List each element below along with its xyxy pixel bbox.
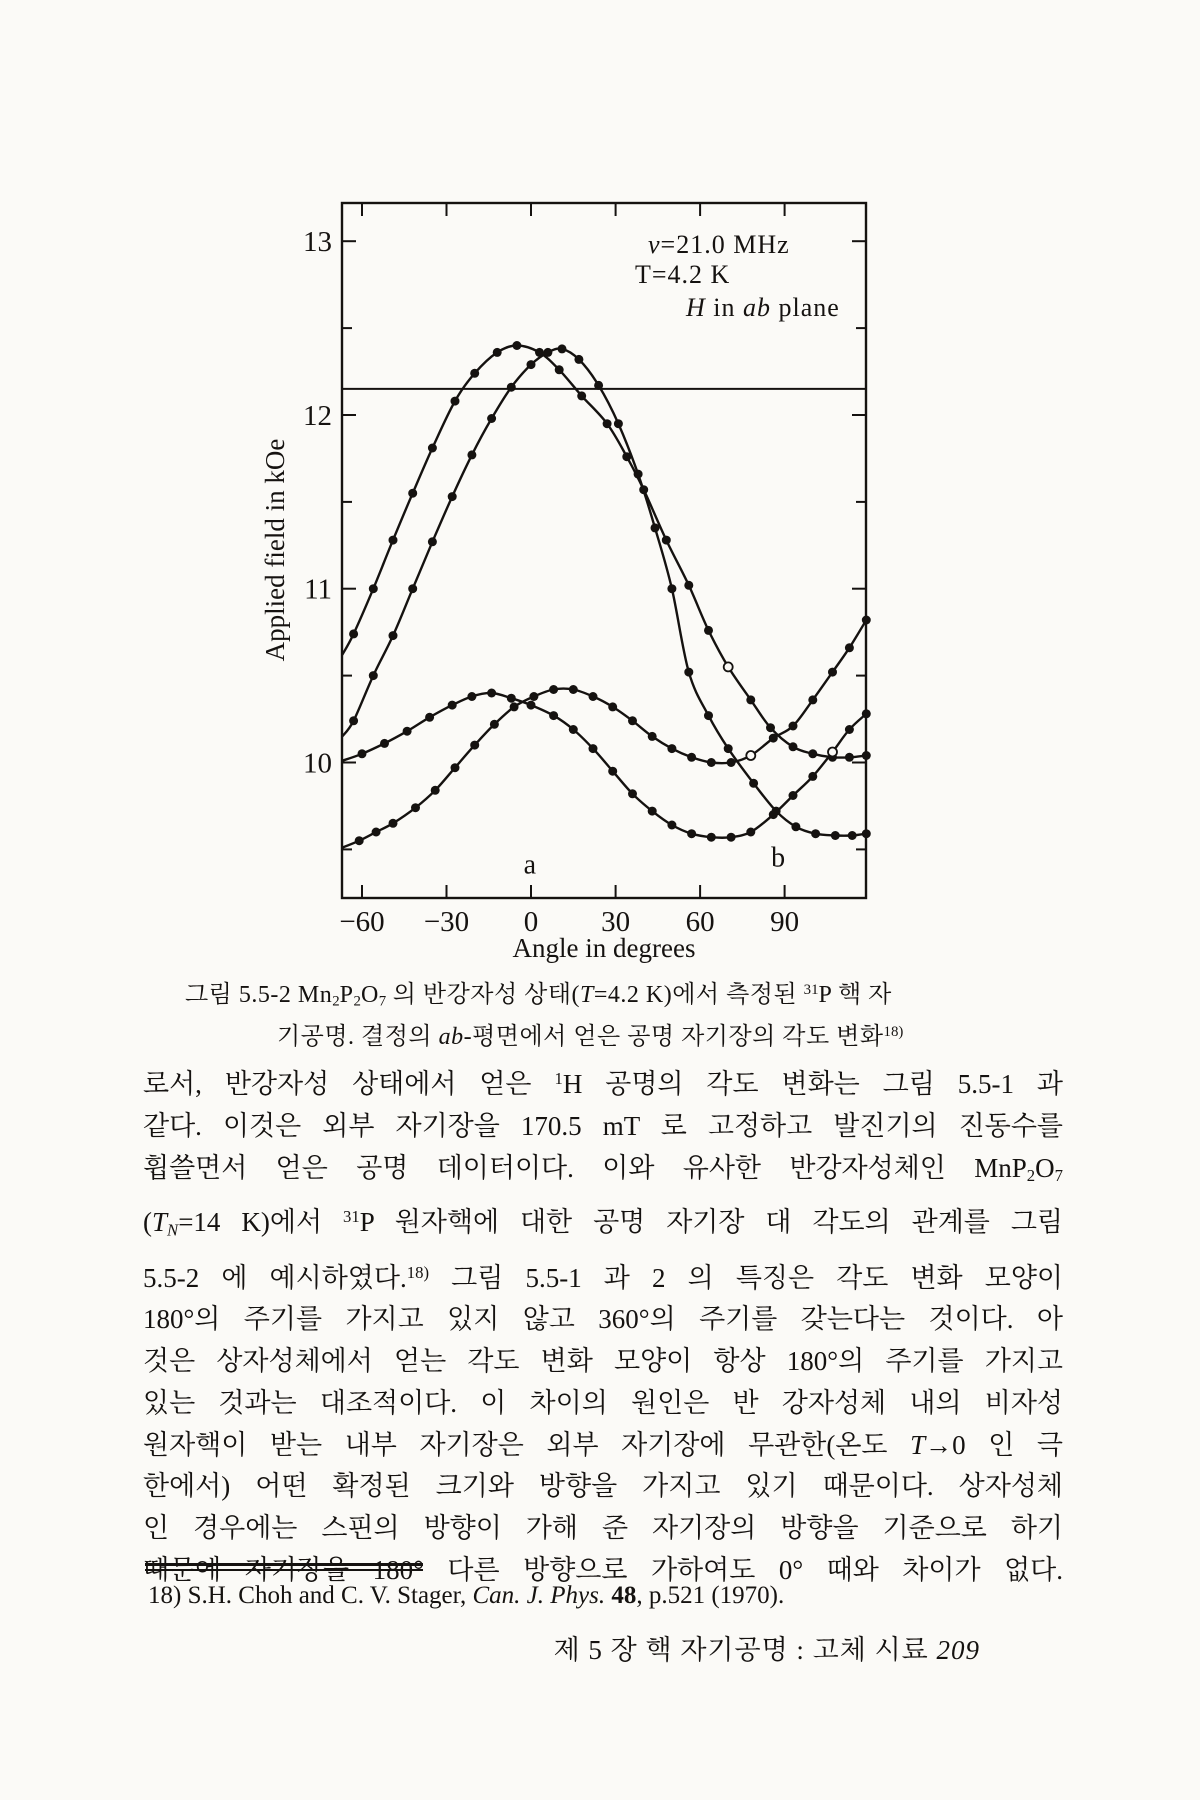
data-point bbox=[369, 671, 378, 680]
x-axis-title: Angle in degrees bbox=[512, 933, 696, 963]
body-line: 5.5-2 에 예시하였다.$^{18)}$ 그림 5.5-1 과 2 의 특징은 각도 변화 모양이 bbox=[143, 1262, 1064, 1293]
data-point bbox=[628, 716, 637, 725]
body-line: (TN=14 K)에서 $^{31}$P 원자핵에 대한 공명 자기장 대 각도의 관계를 그림 bbox=[143, 1207, 1064, 1240]
data-point bbox=[845, 753, 854, 762]
y-tick-label: 12 bbox=[303, 400, 332, 432]
data-point bbox=[451, 397, 460, 406]
data-point bbox=[651, 523, 660, 532]
x-tick-label: −60 bbox=[339, 906, 385, 938]
data-point bbox=[451, 763, 460, 772]
page-footer: 제 5 장 핵 자기공명 : 고체 시료 209 bbox=[553, 1635, 980, 1665]
data-point bbox=[811, 829, 820, 838]
data-point bbox=[707, 758, 716, 767]
data-point bbox=[389, 536, 398, 545]
curve-site-b-branch-2 bbox=[342, 620, 866, 848]
data-point bbox=[704, 711, 713, 720]
data-point bbox=[467, 692, 476, 701]
data-point bbox=[746, 828, 755, 837]
y-axis-title: Applied field in kOe bbox=[260, 438, 290, 662]
data-point bbox=[543, 348, 552, 357]
data-point bbox=[808, 695, 817, 704]
data-point bbox=[527, 701, 536, 710]
data-point bbox=[493, 348, 502, 357]
data-point bbox=[831, 831, 840, 840]
data-point bbox=[527, 360, 536, 369]
data-point bbox=[634, 470, 643, 479]
data-point bbox=[431, 786, 440, 795]
data-point bbox=[448, 701, 457, 710]
chart-annotation-frequency: ν=21.0 MHz bbox=[648, 230, 790, 259]
data-point bbox=[614, 419, 623, 428]
data-point bbox=[667, 821, 676, 830]
data-point bbox=[724, 662, 733, 671]
data-point bbox=[769, 810, 778, 819]
data-point bbox=[555, 365, 564, 374]
data-point bbox=[349, 716, 358, 725]
data-point bbox=[529, 692, 538, 701]
data-point bbox=[403, 727, 412, 736]
data-point bbox=[684, 668, 693, 677]
data-point bbox=[408, 584, 417, 593]
data-point bbox=[662, 536, 671, 545]
data-point bbox=[707, 833, 716, 842]
footnote-rule bbox=[145, 1563, 423, 1571]
data-point bbox=[603, 419, 612, 428]
data-point bbox=[574, 355, 583, 364]
body-line: 180°의 주기를 가지고 있지 않고 360°의 주기를 갖는다는 것이다. 아 bbox=[143, 1304, 1063, 1335]
data-point bbox=[684, 581, 693, 590]
data-point bbox=[845, 643, 854, 652]
data-point bbox=[687, 753, 696, 762]
body-text bbox=[143, 1058, 1063, 1591]
data-point bbox=[845, 725, 854, 734]
data-point bbox=[510, 702, 519, 711]
data-point bbox=[808, 772, 817, 781]
x-tick-label: 90 bbox=[770, 906, 800, 938]
footnote-citation: 18) S.H. Choh and C. V. Stager, Can. J. Phys. 48, p.521 (1970). bbox=[148, 1582, 785, 1609]
data-point bbox=[428, 537, 437, 546]
data-point bbox=[467, 450, 476, 459]
data-point bbox=[808, 749, 817, 758]
data-point bbox=[507, 383, 516, 392]
data-point bbox=[355, 836, 364, 845]
data-point bbox=[746, 751, 755, 760]
data-point bbox=[628, 789, 637, 798]
body-line: 한에서) 어떤 확정된 크기와 방향을 가지고 있기 때문이다. 상자성체 bbox=[143, 1471, 1063, 1502]
body-line: 인 경우에는 스핀의 방향이 가해 준 자기장의 방향을 기준으로 하기 bbox=[143, 1512, 1063, 1543]
data-point bbox=[687, 829, 696, 838]
data-point bbox=[549, 711, 558, 720]
data-point bbox=[608, 767, 617, 776]
data-point bbox=[358, 749, 367, 758]
data-point bbox=[789, 742, 798, 751]
data-point bbox=[589, 744, 598, 753]
data-point bbox=[512, 341, 521, 350]
data-point bbox=[589, 692, 598, 701]
chart-annotation-temperature: T=4.2 K bbox=[635, 260, 731, 289]
data-point bbox=[789, 791, 798, 800]
data-point bbox=[791, 822, 800, 831]
data-point bbox=[594, 381, 603, 390]
data-point bbox=[487, 689, 496, 698]
data-point bbox=[411, 803, 420, 812]
curve-site-b-branch-1 bbox=[342, 693, 866, 838]
data-point bbox=[428, 444, 437, 453]
site-label-b: b bbox=[771, 842, 786, 874]
x-tick-label: 30 bbox=[601, 906, 631, 938]
data-point bbox=[558, 344, 567, 353]
data-point bbox=[648, 732, 657, 741]
data-point bbox=[389, 631, 398, 640]
x-tick-label: −30 bbox=[423, 906, 470, 938]
data-point bbox=[608, 702, 617, 711]
data-point bbox=[769, 734, 778, 743]
data-point bbox=[369, 584, 378, 593]
data-point bbox=[490, 720, 499, 729]
data-point bbox=[380, 739, 389, 748]
data-point bbox=[389, 819, 398, 828]
body-line: 로서, 반강자성 상태에서 얻은 $^1$H 공명의 각도 변화는 그림 5.5-1 과 bbox=[143, 1069, 1063, 1100]
site-label-a: a bbox=[523, 849, 537, 881]
data-point bbox=[749, 779, 758, 788]
data-point bbox=[704, 626, 713, 635]
data-point bbox=[648, 807, 657, 816]
body-line: 있는 것과는 대조적이다. 이 차이의 원인은 반 강자성체 내의 비자성 bbox=[143, 1387, 1063, 1418]
body-line: 때문에 자기장을 180° 다른 방향으로 가하여도 0° 때와 차이가 없다. bbox=[143, 1554, 1063, 1585]
data-point bbox=[549, 685, 558, 694]
y-tick-label: 10 bbox=[303, 747, 332, 780]
x-tick-label: 60 bbox=[685, 906, 715, 938]
data-point bbox=[828, 668, 837, 677]
body-line: 원자핵이 받는 내부 자기장은 외부 자기장에 무관한(온도 T→0 인 극 bbox=[143, 1429, 1063, 1460]
data-point bbox=[789, 722, 798, 731]
data-point bbox=[569, 685, 578, 694]
data-point bbox=[487, 414, 496, 423]
curve-site-a-branch-1 bbox=[342, 346, 866, 758]
data-point bbox=[507, 694, 516, 703]
y-tick-label: 13 bbox=[303, 226, 332, 259]
data-point bbox=[667, 744, 676, 753]
data-point bbox=[425, 713, 434, 722]
data-point bbox=[727, 758, 736, 767]
body-line: 같다. 이것은 외부 자기장을 170.5 mT 로 고정하고 발진기의 진동수를 bbox=[143, 1110, 1063, 1141]
data-point bbox=[448, 492, 457, 501]
data-point bbox=[408, 489, 417, 498]
data-point bbox=[569, 725, 578, 734]
data-point bbox=[349, 629, 358, 638]
data-point bbox=[470, 369, 479, 378]
data-point bbox=[727, 833, 736, 842]
figure-caption-line-1: 그림 5.5-2 Mn2P2O7 의 반강자성 상태(T=4.2 K)에서 측정된 $^{31}$P 핵 자 bbox=[185, 981, 892, 1010]
figure-caption-line-2: 기공명. 결정의 ab-평면에서 얻은 공명 자기장의 각도 변화$^{18)}$ bbox=[277, 1023, 904, 1050]
body-line: 것은 상자성체에서 얻는 각도 변화 모양이 항상 180°의 주기를 가지고 bbox=[143, 1346, 1063, 1377]
chart-annotation-field-orientation: H in ab plane bbox=[686, 293, 840, 322]
y-tick-label: 11 bbox=[304, 573, 332, 606]
data-point bbox=[470, 741, 479, 750]
data-point bbox=[848, 831, 857, 840]
data-point bbox=[766, 723, 775, 732]
data-point bbox=[667, 584, 676, 593]
data-point bbox=[746, 695, 755, 704]
data-point bbox=[577, 391, 586, 400]
data-point bbox=[724, 744, 733, 753]
data-point bbox=[828, 748, 837, 757]
data-point bbox=[372, 828, 381, 837]
x-tick-label: 0 bbox=[523, 906, 539, 938]
body-line: 휩쓸면서 얻은 공명 데이터이다. 이와 유사한 반강자성체인 MnP2O7 bbox=[143, 1152, 1063, 1185]
